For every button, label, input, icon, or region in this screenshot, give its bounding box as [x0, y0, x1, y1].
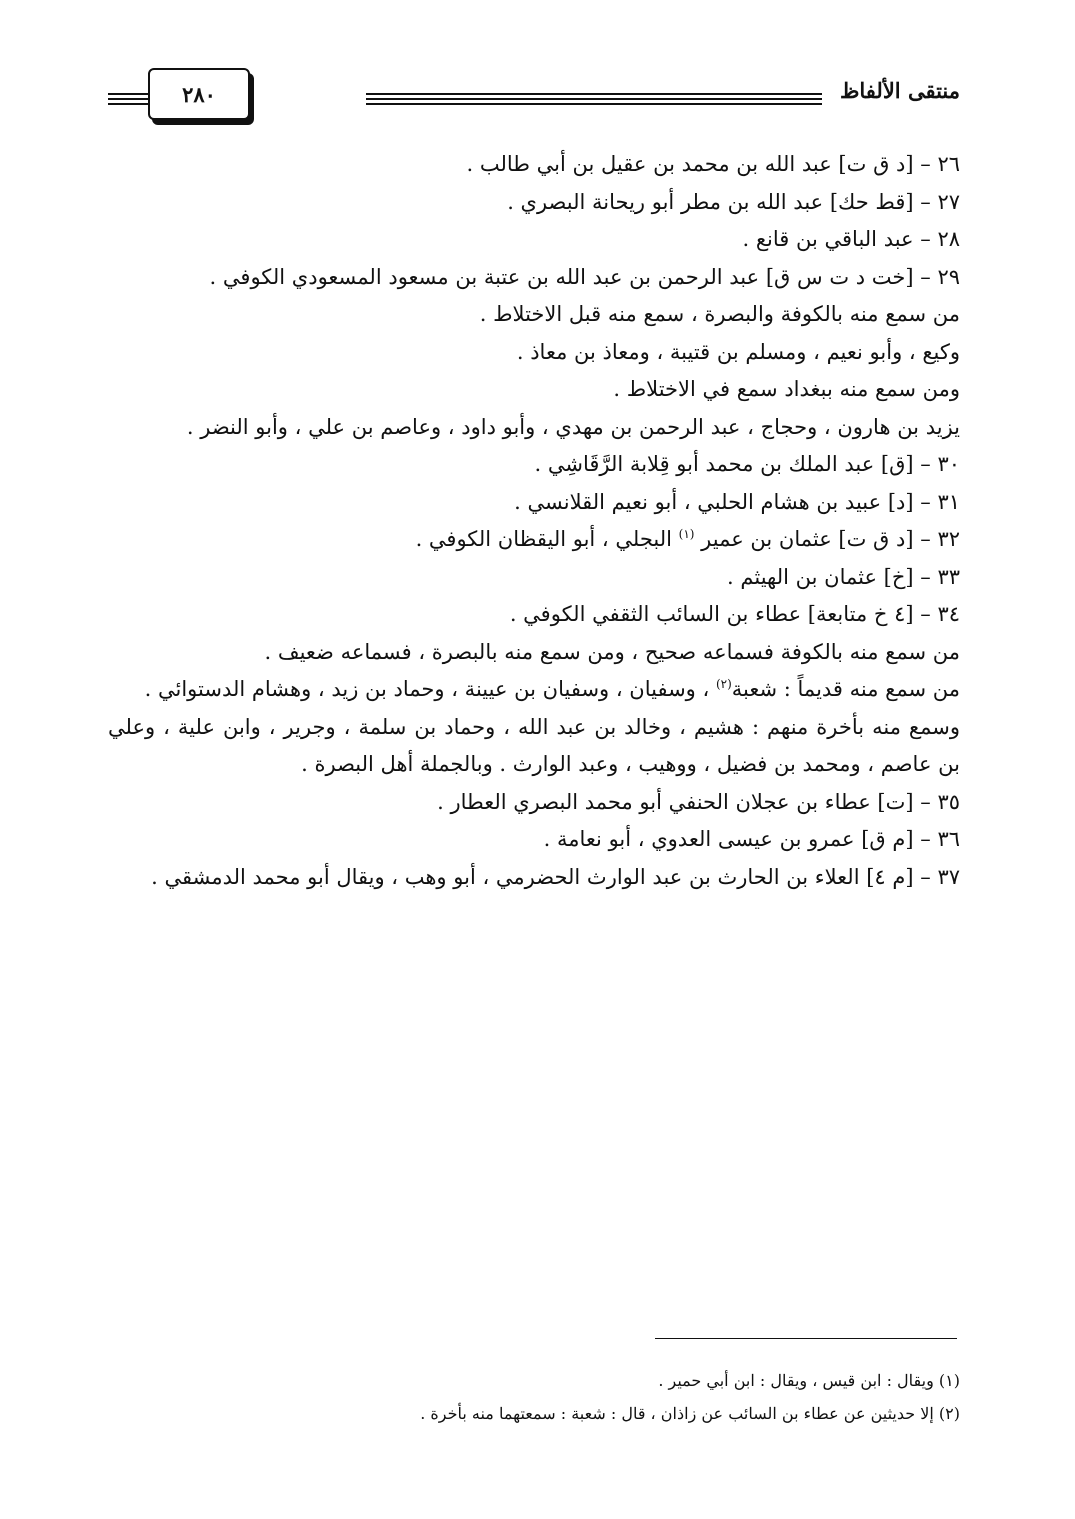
paragraph-kufa-basra: من سمع منه بالكوفة والبصرة ، سمع منه قبل الاختلاط .	[479, 302, 960, 326]
footnote-1: (١) ويقال : ابن قيس ، ويقال : ابن أبي حمير .	[658, 1371, 960, 1390]
paragraph-biakhira: وسمع منه بأخرة منهم : هشيم ، وخالد بن عبد الله ، وحماد بن سلمة ، وجرير ، وابن علية ، وعلي بن عاصم ، ومحمد بن فضيل ، ووهيب ، وعبد الوارث . وبالجملة أهل البصرة .	[108, 714, 960, 776]
qadiman-text: من سمع منه قديماً : شعبة	[731, 677, 960, 701]
entry-32-text-rest: البجلي ، أبو اليقظان الكوفي .	[415, 527, 679, 551]
footnote-ref-1[interactable]: (١)	[678, 527, 695, 541]
entry-37: ٣٧ – [م ٤] العلاء بن الحارث بن عبد الوارث الحضرمي ، أبو وهب ، ويقال أبو محمد الدمشقي .	[151, 864, 960, 889]
footnotes	[108, 1364, 960, 1430]
header-rule	[366, 93, 822, 107]
entry-36: ٣٦ – [م ق] عمرو بن عيسى العدوي ، أبو نعامة .	[543, 827, 960, 851]
entry-32	[108, 521, 960, 559]
entry-30: ٣٠ – [ق] عبد الملك بن محمد أبو قِلابة الرَّقَاشِي .	[534, 452, 960, 476]
entry-29: ٢٩ – [خت د ت س ق] عبد الرحمن بن عبد الله بن عتبة بن مسعود المسعودي الكوفي .	[209, 264, 960, 289]
footnote-ref-2[interactable]: (٢)	[715, 677, 732, 691]
entry-34: ٣٤ – [٤ خ متابعة] عطاء بن السائب الثقفي الكوفي .	[509, 602, 960, 626]
paragraph-yazid: يزيد بن هارون ، وحجاج ، عبد الرحمن بن مهدي ، وأبو داود ، وعاصم بن علي ، وأبو النضر .	[186, 414, 960, 439]
paragraph-waki: وكيع ، وأبو نعيم ، ومسلم بن قتيبة ، ومعاذ بن معاذ .	[516, 339, 960, 364]
header-rule-left	[108, 93, 148, 107]
entry-26: ٢٦ – [د ق ت] عبد الله بن محمد بن عقيل بن أبي طالب .	[466, 152, 960, 176]
entry-27: ٢٧ – [قط حك] عبد الله بن مطر أبو ريحانة البصري .	[507, 189, 960, 214]
footnote-2: (٢) إلا حديثين عن عطاء بن السائب عن زاذان ، قال : شعبة : سمعتهما منه بأخرة .	[420, 1404, 960, 1423]
entry-31: ٣١ – [د] عبيد بن هشام الحلبي ، أبو نعيم القلانسي .	[514, 489, 960, 514]
paragraph-kufa-sahih: من سمع منه بالكوفة فسماعه صحيح ، ومن سمع منه بالبصرة ، فسماعه ضعيف .	[264, 639, 960, 664]
qadiman-text-rest: ، وسفيان ، وسفيان بن عيينة ، وحماد بن زيد ، وهشام الدستوائي .	[144, 677, 716, 701]
paragraph-baghdad: ومن سمع منه ببغداد سمع في الاختلاط .	[613, 377, 960, 401]
page-number: ٢٨٠	[182, 81, 216, 107]
footnote-separator	[655, 1338, 957, 1339]
page-number-frame	[148, 68, 250, 120]
entry-35: ٣٥ – [ت] عطاء بن عجلان الحنفي أبو محمد البصري العطار .	[437, 789, 960, 814]
main-text	[108, 146, 960, 896]
entry-33: ٣٣ – [خ] عثمان بن الهيثم .	[727, 564, 960, 589]
running-title: منتقى الألفاظ	[839, 78, 960, 103]
entry-28: ٢٨ – عبد الباقي بن قانع .	[742, 227, 960, 251]
entry-32-text: ٣٢ – [د ق ت] عثمان بن عمير	[694, 527, 960, 551]
page-header	[108, 68, 960, 126]
paragraph-qadiman	[108, 671, 960, 709]
